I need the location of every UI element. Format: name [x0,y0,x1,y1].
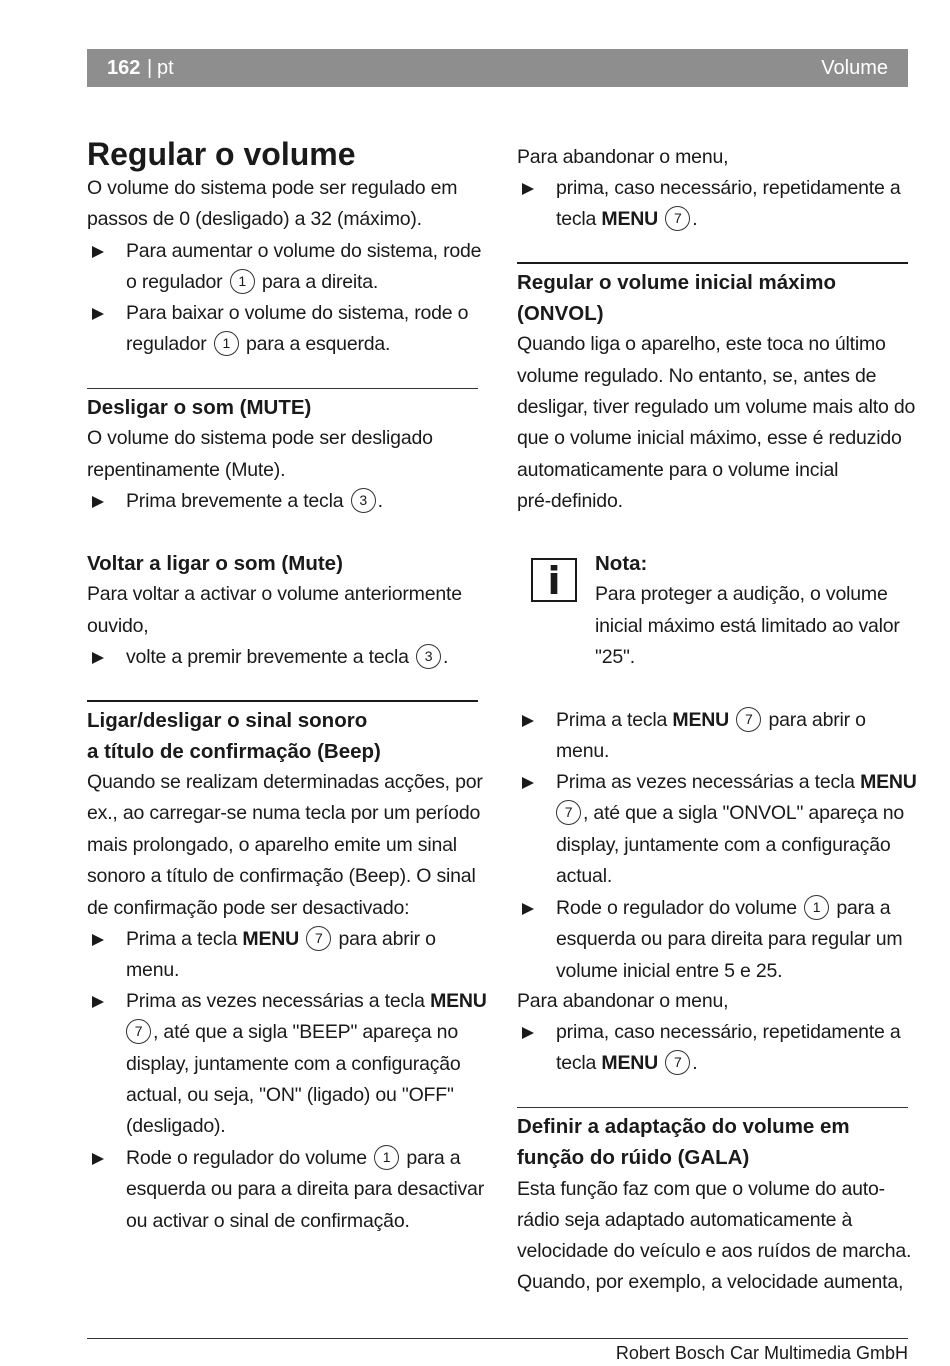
text: para abrir o [338,928,436,950]
text: . [443,646,449,668]
text: Rode o regulador do volume [126,1147,367,1169]
text: para a esquerda. [246,333,391,355]
text: tecla [556,1052,597,1074]
page-title: Regular o volume [87,136,356,172]
intro-line-2: passos de 0 (desligado) a 32 (máximo). [87,208,422,230]
bullet-text [126,924,436,955]
text: Prima as vezes necessárias a tecla [556,771,855,793]
section-heading-beep-2: a título de confirmação (Beep) [87,740,381,763]
text: o regulador [126,271,223,293]
bullet-arrow-icon [92,246,104,258]
section-heading-gala-2: função do rúido (GALA) [517,1146,750,1169]
section-heading-onvol-2: (ONVOL) [517,302,604,325]
section-title: Volume [821,57,888,79]
text: . [377,490,383,512]
info-icon: i [531,558,577,602]
button-3-icon: 3 [416,644,441,669]
paragraph-line: Quando liga o aparelho, este toca no último [517,333,886,355]
note-line: "25". [595,646,635,668]
language-code: pt [157,57,174,79]
paragraph-line: pré-definido. [517,490,623,512]
bullet-arrow-icon [92,996,104,1008]
footer-company: Robert Bosch Car Multimedia GmbH [615,1343,908,1363]
paragraph-line: desligar, tiver regulado um volume mais alto do [517,396,916,418]
paragraph-line: mais prolongado, o aparelho emite um sinal [87,834,457,856]
paragraph-line: Para abandonar o menu, [517,990,729,1012]
button-7-icon: 7 [665,206,690,231]
note-line: inicial máximo está limitado ao valor [595,615,900,637]
text: para abrir o [768,709,866,731]
bullet-arrow-icon [92,652,104,664]
bullet-arrow-icon [92,308,104,320]
text: , até que a sigla "ONVOL" apareça no [583,802,905,824]
divider [517,1107,908,1108]
paragraph-line: automaticamente para o volume incial [517,459,839,481]
intro-line-1: O volume do sistema pode ser regulado em [87,177,458,199]
bullet-text-line3: volume inicial entre 5 e 25. [556,960,783,982]
button-7-icon: 7 [126,1019,151,1044]
text: para a [836,897,891,919]
bullet-text-line4: actual, ou seja, "ON" (ligado) ou "OFF" [126,1084,454,1106]
menu-key-label: MENU [672,709,730,731]
header-separator: | [147,57,153,79]
bullet-text-line3: display, juntamente com a configuração [556,834,891,856]
bullet-text [126,642,448,673]
footer-divider [87,1338,908,1339]
paragraph-line: O volume do sistema pode ser desligado [87,427,433,449]
bullet-text-line2 [126,1017,458,1048]
bullet-text-line2 [126,329,390,360]
paragraph-line: Esta função faz com que o volume do auto- [517,1178,885,1200]
bullet-text-line2 [126,267,378,298]
paragraph-line: volume regulado. No entanto, se, antes de [517,365,877,387]
paragraph-line: velocidade do veículo e aos ruídos de marcha. [517,1240,912,1262]
bullet-text-line4: actual. [556,865,613,887]
button-7-icon: 7 [736,707,761,732]
bullet-text-line2: menu. [556,740,610,762]
bullet-text: Para aumentar o volume do sistema, rode [126,240,482,262]
bullet-text-line2: esquerda ou para direita para regular um [556,928,903,950]
bullet-text-line2 [556,204,697,235]
knob-1-icon: 1 [214,331,239,356]
section-heading-onvol-1: Regular o volume inicial máximo [517,271,836,294]
knob-1-icon: 1 [230,269,255,294]
note-title: Nota: [595,552,648,575]
text: . [692,1052,698,1074]
menu-key-label: MENU [601,208,659,230]
text: tecla [556,208,597,230]
bullet-arrow-icon [92,496,104,508]
bullet-text-line2 [556,798,904,829]
bullet-arrow-icon [522,1027,534,1039]
bullet-text-line2: menu. [126,959,180,981]
section-heading-mute: Desligar o som (MUTE) [87,396,312,419]
section-heading-beep-1: Ligar/desligar o sinal sonoro [87,709,368,732]
bullet-arrow-icon [522,715,534,727]
bullet-text [126,486,383,517]
paragraph-line: Quando, por exemplo, a velocidade aumenta, [517,1271,904,1293]
menu-key-label: MENU [242,928,300,950]
paragraph-line: repentinamente (Mute). [87,459,286,481]
bullet-text-line5: (desligado). [126,1115,226,1137]
bullet-text [556,705,866,736]
page-number: 162 [107,57,141,79]
bullet-text [126,1143,460,1174]
button-7-icon: 7 [665,1050,690,1075]
bullet-text: Para baixar o volume do sistema, rode o [126,302,469,324]
button-3-icon: 3 [351,488,376,513]
bullet-arrow-icon [522,777,534,789]
bullet-text-line2 [556,1048,697,1079]
paragraph-line: Quando se realizam determinadas acções, por [87,771,483,793]
text: regulador [126,333,207,355]
bullet-text [126,986,487,1017]
text: volte a premir brevemente a tecla [126,646,409,668]
button-7-icon: 7 [556,800,581,825]
bullet-arrow-icon [522,903,534,915]
section-heading-unmute: Voltar a ligar o som (Mute) [87,552,343,575]
bullet-text [556,893,890,924]
text: Prima a tecla [126,928,238,950]
text: Prima a tecla [556,709,668,731]
knob-1-icon: 1 [374,1145,399,1170]
bullet-arrow-icon [92,1153,104,1165]
bullet-text: prima, caso necessário, repetidamente a [556,177,901,199]
paragraph-line: rádio seja adaptado automaticamente à [517,1209,853,1231]
bullet-text-line3: display, juntamente com a configuração [126,1053,461,1075]
text: , até que a sigla "BEEP" apareça no [153,1021,458,1043]
page-header [87,49,908,87]
knob-1-icon: 1 [804,895,829,920]
section-heading-gala-1: Definir a adaptação do volume em [517,1115,850,1138]
bullet-arrow-icon [92,934,104,946]
bullet-text: prima, caso necessário, repetidamente a [556,1021,901,1043]
text: . [692,208,698,230]
paragraph-line: de confirmação pode ser desactivado: [87,897,410,919]
text: Rode o regulador do volume [556,897,797,919]
paragraph-line: Para abandonar o menu, [517,146,729,168]
paragraph-line: sonoro a título de confirmação (Beep). O sinal [87,865,476,887]
paragraph-line: ouvido, [87,615,149,637]
menu-key-label: MENU [601,1052,659,1074]
text: Prima brevemente a tecla [126,490,344,512]
divider [517,262,908,264]
bullet-text-line3: ou activar o sinal de confirmação. [126,1210,410,1232]
paragraph-line: ex., ao carregar-se numa tecla por um período [87,802,481,824]
text: para a direita. [261,271,379,293]
menu-key-label: MENU [430,990,487,1012]
divider [87,700,478,702]
divider [87,388,478,389]
button-7-icon: 7 [306,926,331,951]
note-line: Para proteger a audição, o volume [595,583,888,605]
text: para a [406,1147,461,1169]
bullet-arrow-icon [522,183,534,195]
paragraph-line: que o volume inicial máximo, esse é reduzido [517,427,902,449]
bullet-text [556,767,917,798]
text: Prima as vezes necessárias a tecla [126,990,425,1012]
paragraph-line: Para voltar a activar o volume anteriormente [87,583,462,605]
bullet-text-line2: esquerda ou para a direita para desactivar [126,1178,484,1200]
menu-key-label: MENU [860,771,917,793]
